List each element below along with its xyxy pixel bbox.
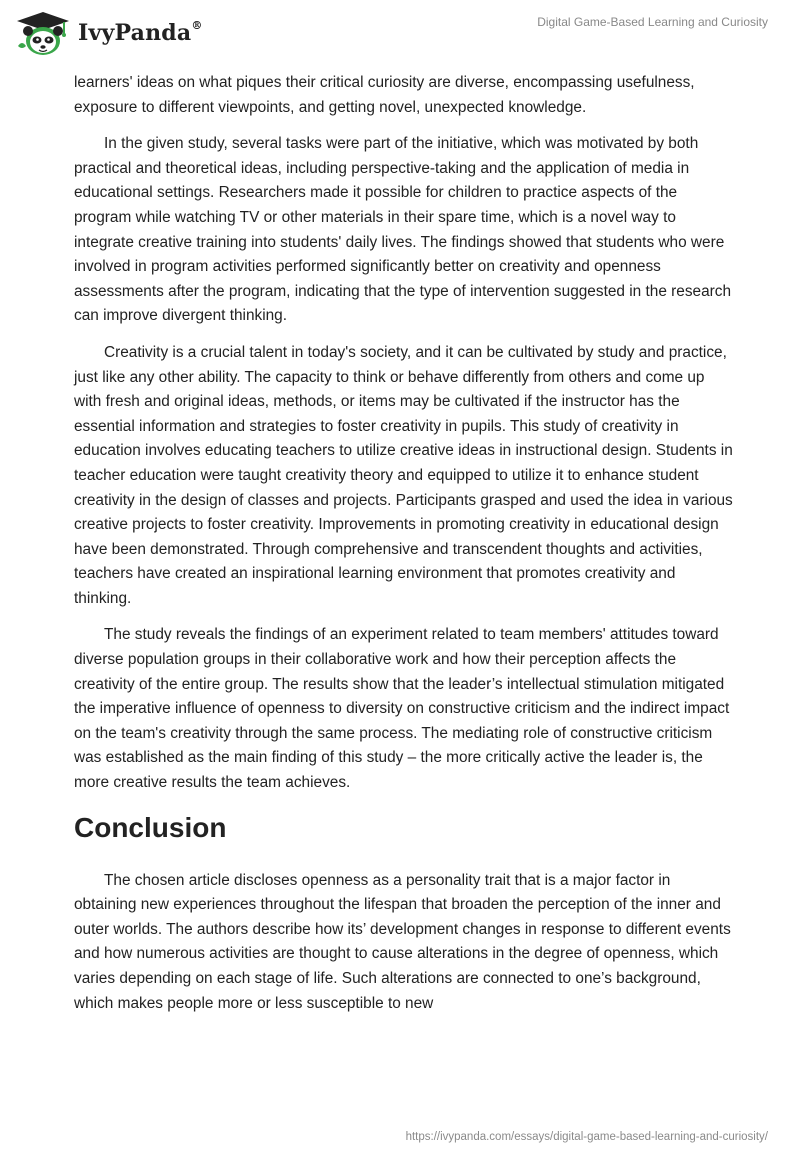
paragraph: The chosen article discloses openness as a personality trait that is a major factor in obtaining new experiences throughout the lifespan that broaden the perception of the inner and outer worlds. The authors describe how its’ development changes in response to different events and how numerous activities are thought to cause alterations in the degree of openness, which varies depending on each stage of life. Such alterations are connected to one’s background, which makes people more or less susceptible to new	[74, 871, 731, 1012]
paragraph: Creativity is a crucial talent in today's society, and it can be cultivated by study and practice, just like any other ability. The capacity to think or behave differently from others and come up with fresh and original ideas, methods, or items may be cultivated if the instructor has the essential information and strategies to foster creativity in pupils. This study of creativity in education involves educating teachers to utilize creative ideas in instructional design. Students in teacher education were taught creativity theory and equipped to utilize it to enhance student creativity in the design of classes and projects. Participants grasped and used the idea in various creative projects to foster creativity. Improvements in promoting creativity in educational design have been demonstrated. Through comprehensive and transcendent thoughts and activities, teachers have created an inspirational learning environment that promotes creativity and thinking.	[74, 343, 733, 607]
document-title: Digital Game-Based Learning and Curiosity	[537, 15, 768, 29]
section-heading-conclusion: Conclusion	[74, 811, 227, 843]
page-header	[0, 0, 800, 70]
brand-name[interactable]: IvyPanda®	[78, 18, 203, 46]
source-url[interactable]: https://ivypanda.com/essays/digital-game-based-learning-and-curiosity/	[405, 1131, 768, 1143]
paragraph: The study reveals the findings of an experiment related to team members' attitudes toward diverse population groups in their collaborative work and how their perception affects the creativity of the entire group. The results show that the leader’s intellectual stimulation mitigated the imperative influence of openness to diversity on constructive criticism and the indirect impact on the team's creativity through the same process. The mediating role of constructive criticism was established as the main finding of this study – the more critically active the leader is, the more creative results the team achieves.	[74, 626, 730, 792]
paragraph: In the given study, several tasks were part of the initiative, which was motivated by both practical and theoretical ideas, including perspective-taking and the application of media in educational settings. Researchers made it possible for children to practice aspects of the program while watching TV or other materials in their spare time, which is a novel way to integrate creative training into students' daily lives. The findings showed that students who were involved in program activities performed significantly better on creativity and openness assessments after the program, indicating that the type of intervention suggested in the research can improve divergent thinking.	[74, 135, 732, 325]
paragraph-continued: learners' ideas on what piques their critical curiosity are diverse, encompassing usefulness, exposure to different viewpoints, and getting novel, unexpected knowledge.	[74, 74, 695, 116]
panda-graduate-logo-icon[interactable]	[14, 10, 72, 58]
essay-body	[74, 71, 734, 1028]
